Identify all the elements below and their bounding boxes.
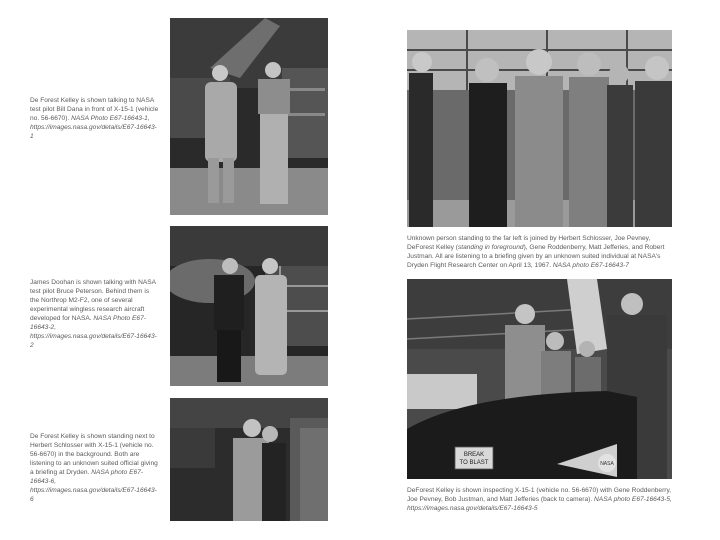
- photo-2-caption-text: James Doohan is shown talking with NASA test pilot Bruce Peterson. Behind them is the Northrop M2-F2, one of several experimental wingless research aircraft developed for NASA.: [30, 279, 156, 322]
- aircraft-placard-line-1: BREAK: [463, 452, 485, 458]
- photo-2-caption: [30, 278, 160, 350]
- photo-3-credit: NASA photo E67-16643-6, https://images.nasa.gov/details/E67-16643-6: [30, 469, 157, 503]
- aircraft-nasa-insignia: NASA: [600, 461, 614, 467]
- photo-4-caption-text-1: Unknown person standing to the far left is joined by Herbert Schlosser, Joe Pevney, DeForest Kelley (: [407, 235, 651, 251]
- photo-4-caption: [407, 234, 672, 270]
- photo-3-caption: [30, 432, 160, 504]
- photo-group-briefing: [407, 30, 672, 227]
- photo-4-caption-italic: standing in foreground: [457, 244, 524, 251]
- photo-1-credit: NASA Photo E67-16643-1, https://images.nasa.gov/details/E67-16643-1: [30, 115, 157, 140]
- photo-1-caption: [30, 96, 160, 141]
- photo-5-credit: NASA photo E67-16643-5, https://images.nasa.gov/details/E67-16643-5: [407, 496, 672, 512]
- photo-kelley-inspecting-x15: [407, 279, 672, 479]
- photo-kelley-and-dana: [170, 18, 328, 215]
- photo-2-credit: NASA Photo E67-16643-2, https://images.nasa.gov/details/E67-16643-2: [30, 315, 157, 349]
- photo-kelley-and-schlosser: [170, 398, 328, 521]
- photo-5-caption-text: DeForest Kelley is shown inspecting X-15-1 (vehicle no. 56-6670) with Gene Roddenberry, Joe Pevney, Bob Justman, and Matt Jefferies (back to camera).: [407, 487, 672, 503]
- photo-3-caption-text: De Forest Kelley is shown standing next to Herbert Schlosser with X-15-1 (vehicle no. 56-6670) in the background. Both are listening to an unknown suited official giving a briefing at Dryden.: [30, 433, 158, 476]
- photo-doohan-and-peterson: [170, 226, 328, 386]
- photo-4-credit: NASA photo E67-16643-7: [552, 262, 629, 269]
- photo-5-caption: [407, 486, 672, 513]
- photo-4-caption-text-2: ), Gene Roddenberry, Matt Jefferies, and Robert Justman. All are listening to a briefing given by an unknown suited individual at NASA's Dryden Flight Research Center on April 13, 1967.: [407, 244, 665, 269]
- photo-1-caption-text: De Forest Kelley is shown talking to NASA test pilot Bill Dana in front of X-15-1 (vehicle no. 56-6670).: [30, 97, 159, 122]
- aircraft-placard-line-2: TO BLAST: [459, 460, 489, 466]
